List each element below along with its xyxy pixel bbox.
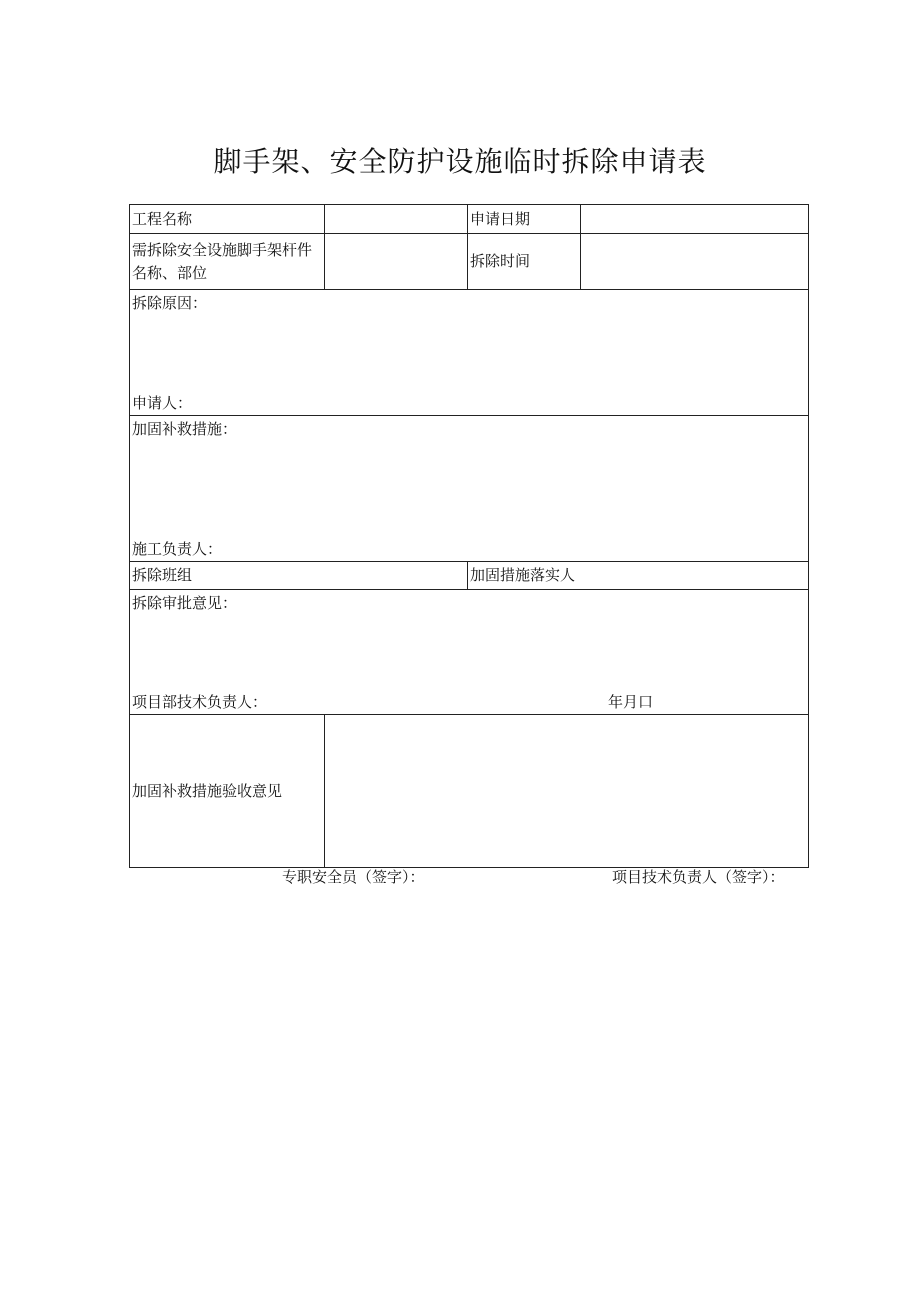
application-form-table	[129, 204, 809, 868]
acceptance-field[interactable]	[325, 715, 809, 868]
applicant-label: 申请人：	[132, 394, 193, 412]
apply-date-label: 申请日期	[468, 205, 581, 234]
construction-lead-label: 施工负责人：	[132, 540, 223, 558]
apply-date-field[interactable]	[581, 205, 809, 234]
row-acceptance	[130, 715, 809, 868]
measures-label: 加固补救措施：	[132, 420, 238, 438]
date-label: 年月口	[608, 693, 654, 711]
safety-officer-signature: 专职安全员（签字）：	[282, 868, 425, 886]
tech-lead-label: 项目部技术负责人：	[132, 693, 268, 711]
measures-cell[interactable]	[130, 416, 809, 562]
row-measures	[130, 416, 809, 562]
row-approval	[130, 590, 809, 715]
approval-label: 拆除审批意见：	[132, 594, 238, 612]
remove-time-field[interactable]	[581, 234, 809, 290]
row-project-name	[130, 205, 809, 234]
facility-field[interactable]	[325, 234, 468, 290]
project-name-field[interactable]	[325, 205, 468, 234]
facility-label: 需拆除安全设施脚手架杆件名称、部位	[130, 234, 325, 290]
tech-lead-signature: 项目技术负责人（签字）：	[612, 868, 785, 886]
approval-cell[interactable]	[130, 590, 809, 715]
reason-label: 拆除原因：	[132, 294, 208, 312]
implementer-label: 加固措施落实人	[468, 562, 809, 590]
acceptance-label: 加固补救措施验收意见	[130, 715, 325, 868]
page-title: 脚手架、安全防护设施临时拆除申请表	[213, 145, 707, 178]
removal-team-label: 拆除班组	[130, 562, 468, 590]
row-reason	[130, 290, 809, 416]
row-facility	[130, 234, 809, 290]
remove-time-label: 拆除时间	[468, 234, 581, 290]
row-team	[130, 562, 809, 590]
project-name-label: 工程名称	[130, 205, 325, 234]
reason-cell[interactable]	[130, 290, 809, 416]
